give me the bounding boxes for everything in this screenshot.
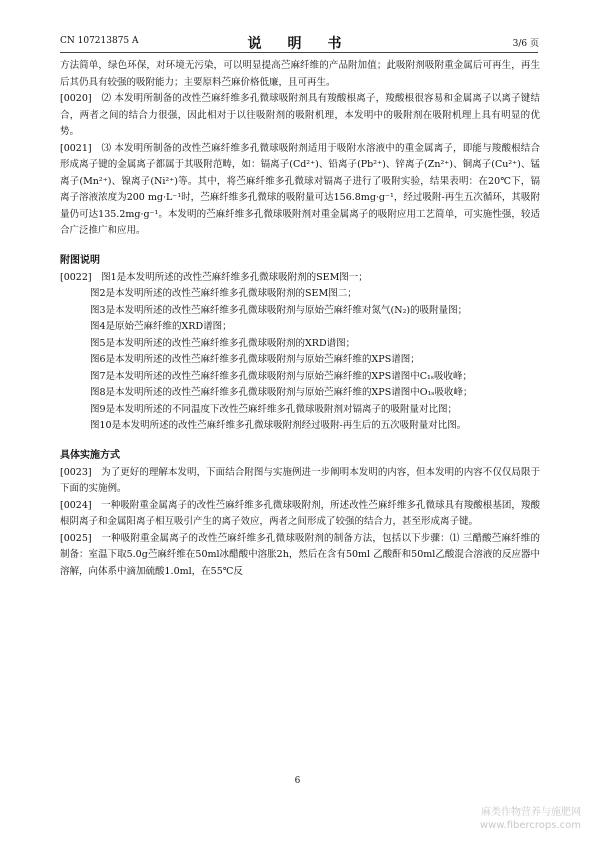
figure-caption: 图9是本发明所述的不同温度下改性苎麻纤维多孔微球吸附剂对镉离子的吸附量对比图； — [90, 403, 458, 415]
paragraph: 方法简单，绿色环保，对环境无污染，可以明显提高苎麻纤维的产品附加值；此吸附剂吸附重金属后可再生，再生后其仍具有较强的吸附能力；主要原料苎麻价格低廉，且可再生。 — [60, 60, 540, 88]
figure-caption: [0022] 图1是本发明所述的改性苎麻纤维多孔微球吸附剂的SEM图一； — [60, 271, 368, 283]
figure-caption: 图8是本发明所述的改性苎麻纤维多孔微球吸附剂与原始苎麻纤维的XPS谱图中O₁ₛ吸收峰； — [90, 387, 473, 398]
figure-caption: 图2是本发明所述的改性苎麻纤维多孔微球吸附剂的SEM图二； — [90, 288, 357, 299]
figure-caption: 图10是本发明所述的改性苎麻纤维多孔微球吸附剂经过吸附-再生后的五次吸附量对比图。 — [90, 420, 467, 431]
watermark-url: www.fibercrops.com — [479, 820, 581, 831]
watermark-title: 麻类作物营养与施肥网 — [481, 807, 581, 818]
figure-caption: 图7是本发明所述的改性苎麻纤维多孔微球吸附剂与原始苎麻纤维的XPS谱图中C₁ₛ吸收峰； — [90, 370, 472, 382]
header-divider — [60, 52, 538, 53]
figure-caption: 图6是本发明所述的改性苎麻纤维多孔微球吸附剂与原始苎麻纤维的XPS谱图； — [90, 354, 420, 365]
paragraph-0021: [0021] ⑶ 本发明所制备的改性苎麻纤维多孔微球吸附剂适用于吸附水溶液中的重金属离子，即能与羧酸根结合形成离子键的金属离子都属于其吸附范畴，如：镉离子(Cd²⁺)、铅离子(Pb²⁺)、锌离子(Zn²⁺)、铜离子(Cu²⁺)、锰离子(Mn²⁺)、镍离子(Ni²⁺)等。其中，将苎麻纤维多孔微球对镉离子进行了吸附实验，结果表明：在20℃下，镉离子溶液浓度为200 mg·L⁻¹时，苎麻纤维多孔微球的吸附量可达156.8mg·g⁻¹，经过吸附-再生五次循环，其吸附量仍可达135.2mg·g⁻¹。本发明的苎麻纤维多孔微球吸附剂对重金属离子的吸附应用工艺简单，可实施性强，较适合广泛推广和应用。 — [60, 142, 540, 236]
section-heading-embodiments: 具体实施方式 — [60, 449, 120, 461]
paragraph-0024: [0024] 一种吸附重金属离子的改性苎麻纤维多孔微球吸附剂，所述改性苎麻纤维多孔微球具有羧酸根基团，羧酸根阴离子和金属阳离子相互吸引产生的离子效应，两者之间形成了较强的结合力，甚至形成离子键。 — [60, 499, 540, 527]
paragraph-0025: [0025] 一种吸附重金属离子的改性苎麻纤维多孔微球吸附剂的制备方法，包括以下步骤：⑴ 三醋酸苎麻纤维的制备：室温下取5.0g苎麻纤维在50ml冰醋酸中溶胀2h，然后在含有50ml 乙酸酐和50ml乙酸混合溶液的反应器中溶解，向体系中滴加硫酸1.0ml，在55℃反 — [60, 532, 540, 577]
figure-caption: 图4是原始苎麻纤维的XRD谱图； — [90, 321, 232, 332]
paragraph-0020: [0020] ⑵ 本发明所制备的改性苎麻纤维多孔微球吸附剂具有羧酸根离子，羧酸根很容易和金属离子以离子键结合，两者之间的结合力很强，因此相对于以往吸附剂的吸附机理，本发明中的吸附剂在吸附机理上具有明显的优势。 — [60, 93, 540, 137]
page-number: 6 — [294, 776, 301, 786]
figure-caption: 图5是本发明所述的改性苎麻纤维多孔微球吸附剂的XRD谱图； — [90, 337, 356, 349]
page-title: 说 明 书 — [247, 36, 348, 52]
section-heading-figures: 附图说明 — [60, 254, 100, 266]
patent-number: CN 107213875 A — [60, 36, 139, 46]
document-body — [60, 58, 540, 580]
paragraph-0023: [0023] 为了更好的理解本发明，下面结合附图与实施例进一步阐明本发明的内容，但本发明的内容不仅仅局限于下面的实施例。 — [60, 466, 540, 494]
figure-caption: 图3是本发明所述的改性苎麻纤维多孔微球吸附剂与原始苎麻纤维对氮气(N₂)的吸附量图； — [90, 304, 468, 316]
watermark — [480, 806, 581, 832]
page-info: 3/6 页 — [512, 39, 539, 49]
